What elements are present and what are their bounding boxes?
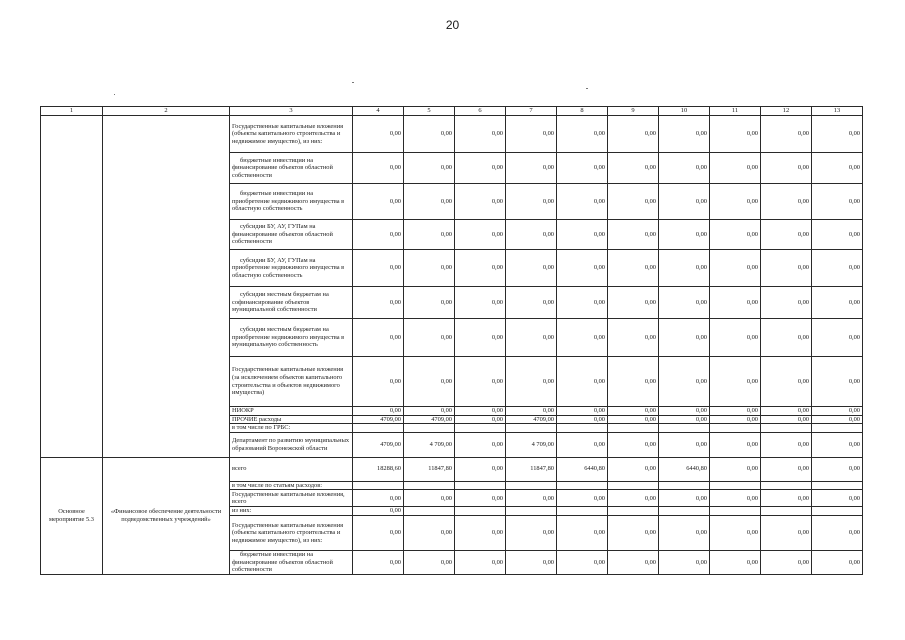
value-cell: 0,00 (404, 250, 455, 287)
value-cell: 0,00 (455, 407, 506, 416)
value-cell: 0,00 (608, 184, 659, 220)
value-cell (353, 424, 404, 433)
value-cell: 0,00 (761, 357, 812, 407)
value-cell: 0,00 (404, 357, 455, 407)
value-cell (812, 507, 863, 516)
value-cell: 0,00 (404, 184, 455, 220)
value-cell: 0,00 (761, 490, 812, 507)
value-cell: 0,00 (455, 319, 506, 357)
row-description: Департамент по развитию муниципальных образований Воронежской области (230, 432, 353, 457)
value-cell: 0,00 (812, 550, 863, 574)
value-cell: 0,00 (557, 407, 608, 416)
value-cell: 6440,80 (659, 457, 710, 481)
value-cell: 0,00 (710, 515, 761, 550)
table-row (41, 457, 863, 481)
value-cell (557, 481, 608, 490)
value-cell: 0,00 (455, 415, 506, 424)
value-cell: 0,00 (353, 319, 404, 357)
value-cell: 0,00 (353, 550, 404, 574)
column-number: 8 (557, 107, 608, 116)
value-cell: 0,00 (353, 116, 404, 153)
value-cell: 0,00 (455, 184, 506, 220)
value-cell: 18288,60 (353, 457, 404, 481)
value-cell: 0,00 (812, 220, 863, 250)
value-cell: 11847,80 (506, 457, 557, 481)
value-cell: 0,00 (659, 220, 710, 250)
value-cell (404, 481, 455, 490)
value-cell: 0,00 (506, 184, 557, 220)
value-cell: 0,00 (455, 457, 506, 481)
value-cell: 0,00 (557, 220, 608, 250)
scan-speck (586, 88, 588, 89)
value-cell: 0,00 (710, 490, 761, 507)
value-cell: 0,00 (608, 250, 659, 287)
value-cell: 0,00 (557, 250, 608, 287)
value-cell: 0,00 (608, 407, 659, 416)
value-cell: 0,00 (353, 507, 404, 516)
value-cell: 0,00 (506, 220, 557, 250)
value-cell: 0,00 (557, 116, 608, 153)
value-cell (761, 424, 812, 433)
value-cell: 0,00 (761, 153, 812, 184)
value-cell: 0,00 (761, 319, 812, 357)
value-cell (506, 481, 557, 490)
value-cell: 0,00 (455, 287, 506, 319)
row-description: субсидии БУ, АУ, ГУПам на финансирование объектов областной собственности (230, 220, 353, 250)
value-cell: 0,00 (404, 490, 455, 507)
value-cell: 0,00 (659, 490, 710, 507)
value-cell: 0,00 (353, 153, 404, 184)
value-cell: 0,00 (557, 287, 608, 319)
column-number: 10 (659, 107, 710, 116)
row-description: всего (230, 457, 353, 481)
value-cell: 0,00 (659, 432, 710, 457)
value-cell: 0,00 (404, 116, 455, 153)
value-cell (812, 424, 863, 433)
value-cell: 0,00 (761, 116, 812, 153)
value-cell: 0,00 (455, 490, 506, 507)
value-cell: 4709,00 (404, 415, 455, 424)
value-cell: 0,00 (353, 287, 404, 319)
value-cell: 0,00 (710, 220, 761, 250)
page-number: 20 (445, 18, 460, 32)
row-description: субсидии местным бюджетам на софинансирование объектов муниципальной собственности (230, 287, 353, 319)
event-code-cell: Основное мероприятие 5.3 (41, 457, 103, 574)
value-cell (659, 481, 710, 490)
value-cell: 4709,00 (353, 415, 404, 424)
value-cell: 0,00 (506, 357, 557, 407)
value-cell: 0,00 (710, 550, 761, 574)
value-cell: 0,00 (608, 319, 659, 357)
value-cell: 0,00 (659, 407, 710, 416)
column-number: 11 (710, 107, 761, 116)
value-cell: 0,00 (608, 116, 659, 153)
value-cell: 0,00 (404, 515, 455, 550)
value-cell: 0,00 (608, 153, 659, 184)
value-cell (608, 507, 659, 516)
value-cell: 0,00 (557, 415, 608, 424)
value-cell: 0,00 (455, 220, 506, 250)
value-cell: 0,00 (608, 287, 659, 319)
value-cell: 0,00 (710, 457, 761, 481)
row-description: НИОКР (230, 407, 353, 416)
row-description: ПРОЧИЕ расходы (230, 415, 353, 424)
value-cell: 0,00 (557, 515, 608, 550)
value-cell: 0,00 (812, 184, 863, 220)
value-cell: 0,00 (608, 515, 659, 550)
value-cell: 0,00 (761, 407, 812, 416)
value-cell: 0,00 (608, 457, 659, 481)
value-cell: 0,00 (557, 319, 608, 357)
value-cell: 0,00 (506, 250, 557, 287)
row-description: бюджетные инвестиции на приобретение недвижимого имущества в областную собственность (230, 184, 353, 220)
value-cell (608, 481, 659, 490)
value-cell: 0,00 (455, 250, 506, 287)
value-cell: 0,00 (710, 415, 761, 424)
event-name-cell: «Финансовое обеспечение деятельности подведомственных учреждений» (103, 457, 230, 574)
column-number: 1 (41, 107, 103, 116)
value-cell: 0,00 (455, 357, 506, 407)
value-cell: 0,00 (761, 515, 812, 550)
value-cell: 6440,80 (557, 457, 608, 481)
column-number: 4 (353, 107, 404, 116)
value-cell: 0,00 (404, 153, 455, 184)
value-cell: 0,00 (506, 490, 557, 507)
value-cell: 0,00 (506, 407, 557, 416)
value-cell: 0,00 (404, 550, 455, 574)
value-cell: 0,00 (557, 432, 608, 457)
value-cell (455, 481, 506, 490)
value-cell (659, 507, 710, 516)
scan-speck (352, 82, 354, 83)
value-cell (761, 481, 812, 490)
value-cell (353, 481, 404, 490)
column-number: 3 (230, 107, 353, 116)
value-cell: 0,00 (761, 550, 812, 574)
value-cell: 0,00 (812, 515, 863, 550)
value-cell: 0,00 (812, 357, 863, 407)
value-cell: 0,00 (404, 220, 455, 250)
column-number: 7 (506, 107, 557, 116)
value-cell (659, 424, 710, 433)
row-description: Государственные капитальные вложения (объекты капитального строительства и недвижимое имущество), из них: (230, 515, 353, 550)
value-cell: 0,00 (353, 407, 404, 416)
row-description: Государственные капитальные вложения, всего (230, 490, 353, 507)
value-cell: 0,00 (506, 319, 557, 357)
scan-speck (114, 94, 115, 95)
value-cell: 0,00 (608, 432, 659, 457)
value-cell (710, 424, 761, 433)
value-cell: 4709,00 (506, 415, 557, 424)
value-cell (710, 507, 761, 516)
value-cell: 0,00 (710, 432, 761, 457)
value-cell: 0,00 (608, 490, 659, 507)
event-name-cell (103, 116, 230, 458)
event-code-cell (41, 116, 103, 458)
value-cell: 0,00 (506, 550, 557, 574)
value-cell (761, 507, 812, 516)
value-cell: 0,00 (812, 457, 863, 481)
value-cell: 0,00 (659, 250, 710, 287)
row-description: в том числе по ГРБС: (230, 424, 353, 433)
value-cell: 0,00 (659, 153, 710, 184)
value-cell: 0,00 (761, 287, 812, 319)
row-description: Государственные капитальные вложения (за исключением объектов капитального строительства и объектов недвижимого имущества) (230, 357, 353, 407)
value-cell: 0,00 (710, 184, 761, 220)
column-number: 2 (103, 107, 230, 116)
value-cell (404, 507, 455, 516)
value-cell: 0,00 (812, 287, 863, 319)
value-cell: 0,00 (710, 153, 761, 184)
value-cell (404, 424, 455, 433)
value-cell: 0,00 (506, 515, 557, 550)
column-number: 5 (404, 107, 455, 116)
value-cell: 0,00 (761, 220, 812, 250)
row-description: бюджетные инвестиции на финансирование объектов областной собственности (230, 550, 353, 574)
value-cell: 0,00 (812, 319, 863, 357)
value-cell: 0,00 (557, 357, 608, 407)
value-cell: 0,00 (404, 287, 455, 319)
value-cell: 0,00 (455, 116, 506, 153)
value-cell: 0,00 (659, 287, 710, 319)
value-cell: 0,00 (353, 490, 404, 507)
value-cell: 0,00 (557, 490, 608, 507)
value-cell: 0,00 (353, 515, 404, 550)
column-number: 13 (812, 107, 863, 116)
value-cell (557, 507, 608, 516)
value-cell (506, 507, 557, 516)
column-number-row (41, 107, 863, 116)
value-cell (455, 507, 506, 516)
value-cell (710, 481, 761, 490)
value-cell: 0,00 (710, 319, 761, 357)
value-cell: 0,00 (761, 432, 812, 457)
row-description: Государственные капитальные вложения (объекты капитального строительства и недвижимое имущество), из них: (230, 116, 353, 153)
value-cell: 0,00 (761, 415, 812, 424)
value-cell: 0,00 (812, 407, 863, 416)
value-cell: 0,00 (659, 184, 710, 220)
value-cell: 0,00 (353, 220, 404, 250)
value-cell: 4 709,00 (404, 432, 455, 457)
column-number: 9 (608, 107, 659, 116)
value-cell: 0,00 (404, 407, 455, 416)
value-cell: 0,00 (353, 357, 404, 407)
value-cell: 0,00 (506, 287, 557, 319)
value-cell: 0,00 (455, 432, 506, 457)
value-cell: 0,00 (659, 357, 710, 407)
value-cell: 0,00 (710, 407, 761, 416)
row-description: субсидии БУ, АУ, ГУПам на приобретение недвижимого имущества в областную собственность (230, 250, 353, 287)
value-cell: 0,00 (557, 153, 608, 184)
value-cell: 0,00 (812, 415, 863, 424)
value-cell: 0,00 (659, 515, 710, 550)
value-cell: 0,00 (812, 250, 863, 287)
value-cell (455, 424, 506, 433)
column-number: 6 (455, 107, 506, 116)
value-cell: 0,00 (659, 319, 710, 357)
value-cell: 0,00 (659, 550, 710, 574)
value-cell: 0,00 (557, 184, 608, 220)
value-cell: 0,00 (710, 250, 761, 287)
value-cell (608, 424, 659, 433)
value-cell: 0,00 (812, 490, 863, 507)
value-cell: 0,00 (812, 116, 863, 153)
column-number: 12 (761, 107, 812, 116)
value-cell: 0,00 (761, 250, 812, 287)
value-cell: 0,00 (608, 415, 659, 424)
value-cell (812, 481, 863, 490)
value-cell: 0,00 (659, 415, 710, 424)
value-cell: 4709,00 (353, 432, 404, 457)
value-cell: 0,00 (812, 153, 863, 184)
table-row (41, 116, 863, 153)
value-cell: 0,00 (812, 432, 863, 457)
value-cell: 0,00 (557, 550, 608, 574)
row-description: из них: (230, 507, 353, 516)
value-cell: 0,00 (455, 515, 506, 550)
value-cell: 0,00 (608, 220, 659, 250)
value-cell: 0,00 (761, 184, 812, 220)
value-cell: 0,00 (710, 287, 761, 319)
value-cell: 11847,80 (404, 457, 455, 481)
value-cell: 0,00 (404, 319, 455, 357)
value-cell: 0,00 (710, 116, 761, 153)
value-cell: 0,00 (506, 116, 557, 153)
row-description: субсидии местным бюджетам на приобретение недвижимого имущества в муниципальную собственность (230, 319, 353, 357)
value-cell: 0,00 (761, 457, 812, 481)
value-cell: 0,00 (455, 153, 506, 184)
value-cell: 0,00 (608, 550, 659, 574)
value-cell: 4 709,00 (506, 432, 557, 457)
value-cell: 0,00 (506, 153, 557, 184)
value-cell: 0,00 (353, 250, 404, 287)
value-cell: 0,00 (353, 184, 404, 220)
value-cell: 0,00 (659, 116, 710, 153)
value-cell: 0,00 (710, 357, 761, 407)
row-description: в том числе по статьям расходов: (230, 481, 353, 490)
value-cell: 0,00 (608, 357, 659, 407)
value-cell (557, 424, 608, 433)
row-description: бюджетные инвестиции на финансирование объектов областной собственности (230, 153, 353, 184)
budget-table (40, 106, 863, 575)
value-cell: 0,00 (455, 550, 506, 574)
value-cell (506, 424, 557, 433)
